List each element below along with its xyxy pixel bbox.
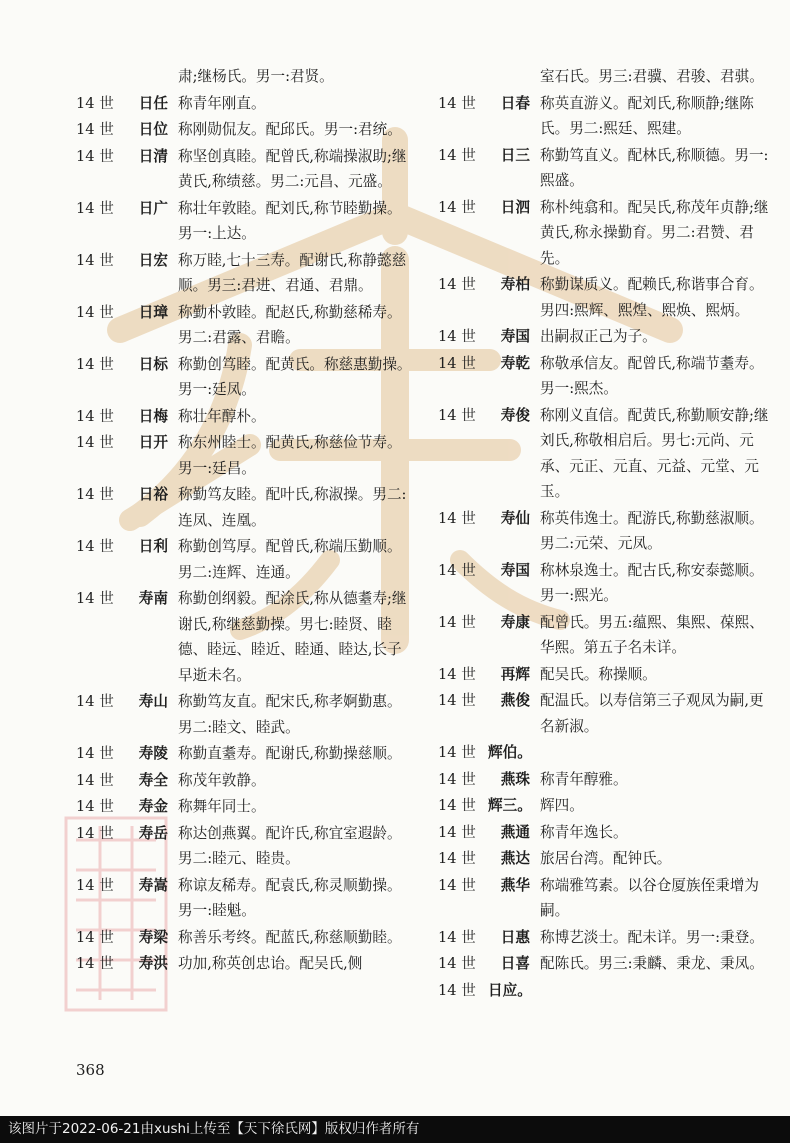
genealogy-entry (76, 300, 416, 351)
person-description: 配吴氏。称操顺。 (540, 665, 657, 683)
person-name: 日春 (500, 94, 530, 112)
genealogy-entry (76, 196, 416, 247)
genealogy-entry (438, 324, 778, 350)
person-name: 寿嵩 (138, 876, 168, 894)
genealogy-entry (76, 482, 416, 533)
genealogy-entry (76, 794, 416, 820)
person-name: 日利 (138, 538, 168, 555)
person-name: 日标 (138, 355, 168, 373)
person-name: 寿乾 (500, 354, 530, 372)
generation-label: 14 世 (438, 928, 476, 946)
person-description: 称坚创真睦。配曾氏,称端操淑助;继黄氏,称绩慈。男二:元昌、元盛。 (178, 147, 407, 190)
left-column (76, 64, 416, 978)
person-name: 寿全 (138, 771, 168, 789)
person-description: 称刚义直信。配黄氏,称勤顺安静;继刘氏,称敬相启后。男七:元尚、元承、元正、元直、元益、元堂、元玉。 (540, 406, 769, 500)
person-description: 称勤笃友直。配宋氏,称孝婀勤惠。男二:睦文、睦武。 (178, 693, 402, 736)
person-description: 出嗣叔正己为子。 (540, 328, 657, 345)
genealogy-entry (76, 821, 416, 872)
genealogy-entry (76, 534, 416, 585)
genealogy-entry (438, 506, 778, 557)
genealogy-entry (438, 195, 778, 272)
person-description: 称万睦,七十三寿。配谢氏,称静懿慈顺。男三:君进、君通、君鼎。 (178, 251, 407, 294)
person-name: 寿国 (500, 561, 530, 579)
genealogy-entry (76, 248, 416, 299)
generation-label: 14 世 (76, 876, 114, 894)
right-entry-list (438, 91, 778, 1004)
person-description: 称英直游义。配刘氏,称顺静;继陈氏。男二:熙廷、熙建。 (540, 94, 754, 137)
person-description: 称勤创笃睦。配黄氏。称慈惠勤操。男一:廷凤。 (178, 355, 412, 398)
generation-label: 14 世 (438, 198, 476, 216)
person-description: 称朴纯翕和。配吴氏,称茂年贞静;继黄氏,称永操勤育。男二:君赞、君先。 (540, 198, 769, 267)
genealogy-entry (438, 978, 778, 1004)
person-name: 日喜 (500, 955, 530, 972)
person-name: 日开 (138, 434, 168, 451)
genealogy-entry (76, 689, 416, 740)
person-name: 再辉 (500, 665, 530, 683)
genealogy-entry (438, 846, 778, 872)
person-description: 旅居台湾。配钟氏。 (540, 850, 672, 867)
page-number: 368 (76, 1061, 105, 1079)
genealogy-entry (438, 91, 778, 142)
right-continuation-text: 室石氏。男三:君骥、君骏、君骐。 (540, 68, 764, 85)
generation-label: 14 世 (76, 771, 114, 789)
person-name: 日璋 (138, 303, 168, 321)
genealogy-entry (438, 403, 778, 505)
person-name: 日广 (138, 199, 168, 217)
generation-label: 14 世 (438, 613, 476, 631)
genealogy-entry (76, 925, 416, 951)
generation-label: 14 世 (76, 590, 114, 607)
genealogy-entry (76, 951, 416, 977)
genealogy-entry (438, 143, 778, 194)
person-name: 寿国 (500, 328, 530, 345)
generation-label: 14 世 (76, 928, 114, 946)
person-description: 称勤谋质义。配赖氏,称谐事合育。男四:熙辉、熙煌、熙焕、熙炳。 (540, 276, 764, 319)
genealogy-entry (76, 91, 416, 117)
person-name: 辉三。 (488, 797, 532, 814)
generation-label: 14 世 (438, 94, 476, 112)
generation-label: 14 世 (438, 744, 476, 761)
person-name: 寿俊 (500, 406, 530, 424)
person-name: 日清 (138, 147, 168, 165)
generation-label: 14 世 (438, 328, 476, 345)
person-description: 称博艺淡士。配未详。男一:秉登。 (540, 928, 764, 946)
person-name: 燕华 (500, 876, 530, 894)
person-name: 寿南 (138, 590, 168, 607)
person-name: 寿梁 (138, 928, 168, 946)
generation-label: 14 世 (76, 121, 114, 138)
person-description (540, 978, 778, 1004)
person-name: 日应。 (488, 981, 532, 999)
genealogy-entry (76, 404, 416, 430)
person-name: 寿仙 (500, 509, 530, 527)
person-name: 燕珠 (500, 770, 530, 788)
generation-label: 14 世 (76, 824, 114, 842)
person-name: 寿柏 (500, 276, 530, 293)
person-description (540, 740, 778, 766)
person-description: 称茂年敦静。 (178, 771, 266, 789)
person-description: 称善乐考终。配蓝氏,称慈顺勤睦。 (178, 928, 402, 946)
generation-label: 14 世 (76, 407, 114, 425)
person-description: 称勤笃友睦。配叶氏,称淑操。男二:连凤、连凰。 (178, 486, 407, 529)
person-description: 称青年醇雅。 (540, 770, 628, 788)
genealogy-entry (76, 741, 416, 767)
genealogy-entry (438, 740, 778, 766)
person-description: 称勤创笃厚。配曾氏,称端压勤顺。男二:连辉、连通。 (178, 538, 402, 581)
generation-label: 14 世 (76, 955, 114, 972)
right-column (438, 64, 778, 1004)
generation-label: 14 世 (438, 876, 476, 894)
generation-label: 14 世 (438, 850, 476, 867)
genealogy-entry (438, 272, 778, 323)
person-description: 称壮年敦睦。配刘氏,称节睦勤操。男一:上达。 (178, 199, 402, 242)
generation-label: 14 世 (76, 355, 114, 373)
person-name: 寿金 (138, 798, 168, 815)
generation-label: 14 世 (438, 509, 476, 527)
person-description: 称勤笃直义。配林氏,称顺德。男一:熙盛。 (540, 146, 769, 189)
person-description: 称青年逸长。 (540, 823, 628, 841)
generation-label: 14 世 (76, 147, 114, 165)
genealogy-entry (76, 352, 416, 403)
person-description: 称达创燕翼。配许氏,称宜室遐龄。男二:睦元、睦贵。 (178, 824, 402, 867)
person-name: 日泗 (500, 198, 530, 216)
person-description: 称谅友稀寿。配袁氏,称灵顺勤操。男一:睦魁。 (178, 876, 402, 919)
genealogy-entry (438, 793, 778, 819)
person-description: 称舞年同士。 (178, 798, 266, 815)
person-name: 日三 (500, 146, 530, 164)
generation-label: 14 世 (438, 354, 476, 372)
person-description: 称东州睦士。配黄氏,称慈俭节寿。男一:廷昌。 (178, 434, 402, 477)
person-name: 日位 (138, 121, 168, 138)
person-description: 称林泉逸士。配古氏,称安泰懿顺。男一:熙光。 (540, 561, 764, 604)
person-description: 称勤直耋寿。配谢氏,称勤操慈顺。 (178, 745, 402, 762)
genealogy-entry (438, 688, 778, 739)
person-description: 配陈氏。男三:秉麟、秉龙、秉凤。 (540, 955, 764, 972)
genealogy-entry (438, 767, 778, 793)
generation-label: 14 世 (438, 770, 476, 788)
person-name: 日宏 (138, 251, 168, 269)
person-name: 日惠 (500, 928, 530, 946)
person-name: 寿岳 (138, 824, 168, 842)
person-description: 功加,称英创忠诒。配吴氏,侧 (178, 955, 363, 972)
genealogy-entry (438, 951, 778, 977)
generation-label: 14 世 (438, 692, 476, 709)
genealogy-entry (76, 768, 416, 794)
person-name: 燕达 (500, 850, 530, 867)
generation-label: 14 世 (438, 146, 476, 164)
genealogy-entry (438, 820, 778, 846)
generation-label: 14 世 (438, 823, 476, 841)
person-description: 称敬承信友。配曾氏,称端节耋寿。男一:熙杰。 (540, 354, 764, 397)
left-continuation-text: 肃;继杨氏。男一:君贤。 (178, 68, 334, 85)
genealogy-entry (438, 351, 778, 402)
person-description: 辉四。 (540, 797, 584, 814)
person-name: 燕通 (500, 823, 530, 841)
generation-label: 14 世 (76, 303, 114, 321)
generation-label: 14 世 (76, 538, 114, 555)
genealogy-entry (76, 117, 416, 143)
person-description: 称刚勋侃友。配邱氏。男一:君统。 (178, 121, 402, 138)
person-description: 称勤创纲毅。配涂氏,称从德耋寿;继谢氏,称继慈勤操。男七:睦贤、睦德、睦远、睦近、睦通、睦达,长子早逝未名。 (178, 590, 407, 684)
generation-label: 14 世 (76, 199, 114, 217)
person-name: 日裕 (138, 486, 168, 503)
person-name: 寿康 (500, 613, 530, 631)
genealogy-entry (438, 873, 778, 924)
upload-footer-banner: 该图片于2022-06-21由xushi上传至【天下徐氏网】版权归作者所有 (0, 1116, 790, 1143)
generation-label: 14 世 (76, 798, 114, 815)
generation-label: 14 世 (438, 955, 476, 972)
person-name: 日任 (138, 94, 168, 112)
person-name: 寿陵 (138, 745, 168, 762)
generation-label: 14 世 (438, 797, 476, 814)
person-description: 称英伟逸士。配游氏,称勤慈淑顺。男二:元荣、元凤。 (540, 509, 764, 552)
person-description: 称青年刚直。 (178, 94, 266, 112)
generation-label: 14 世 (438, 561, 476, 579)
generation-label: 14 世 (76, 94, 114, 112)
generation-label: 14 世 (76, 486, 114, 503)
person-description: 配温氏。以寿信第三子观凤为嗣,更名新淑。 (540, 692, 764, 735)
genealogy-entry (76, 144, 416, 195)
genealogy-entry (438, 925, 778, 951)
genealogy-entry (438, 662, 778, 688)
generation-label: 14 世 (76, 251, 114, 269)
generation-label: 14 世 (438, 276, 476, 293)
person-description: 称壮年醇朴。 (178, 407, 266, 425)
genealogy-entry (76, 873, 416, 924)
generation-label: 14 世 (76, 745, 114, 762)
person-description: 称端雅笃素。以谷仓厦族侄秉增为嗣。 (540, 876, 759, 919)
genealogy-entry (76, 430, 416, 481)
genealogy-entry (76, 586, 416, 688)
person-name: 日梅 (138, 407, 168, 425)
generation-label: 14 世 (438, 981, 476, 999)
person-name: 燕俊 (500, 692, 530, 709)
generation-label: 14 世 (438, 665, 476, 683)
person-description: 配曾氏。男五:蕴熙、集熙、葆熙、华熙。第五子名未详。 (540, 613, 764, 656)
generation-label: 14 世 (76, 434, 114, 451)
person-name: 辉伯。 (488, 744, 532, 761)
genealogy-entry (438, 558, 778, 609)
generation-label: 14 世 (438, 406, 476, 424)
person-name: 寿山 (138, 693, 168, 710)
genealogy-entry (438, 610, 778, 661)
person-name: 寿洪 (138, 955, 168, 972)
left-entry-list (76, 91, 416, 977)
person-description: 称勤朴敦睦。配赵氏,称勤慈稀寿。男二:君露、君瞻。 (178, 303, 402, 346)
generation-label: 14 世 (76, 693, 114, 710)
